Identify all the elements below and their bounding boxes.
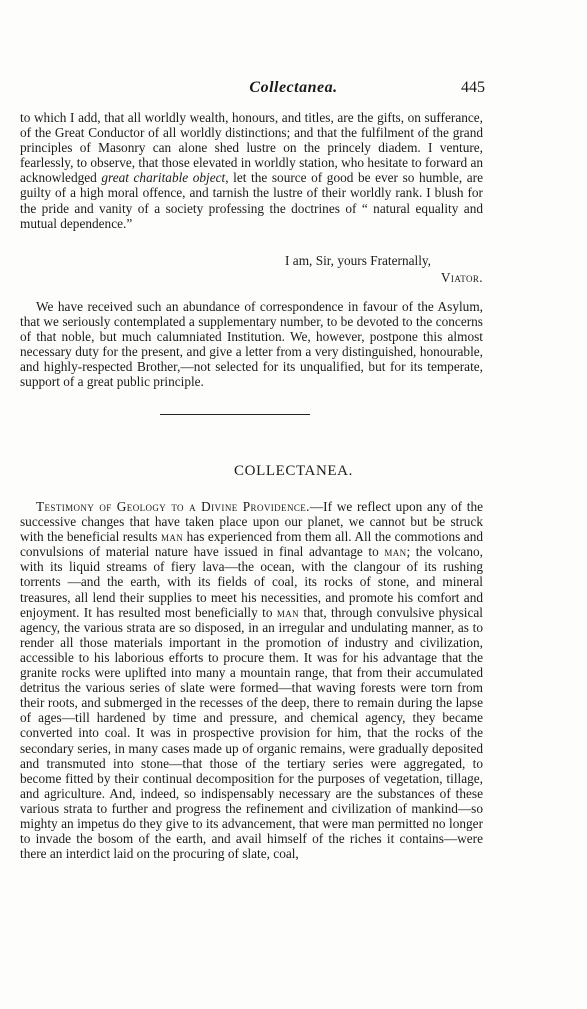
paragraph-text-2: has experienced from them all. All the commotions and convulsions of material nature have issued in final advantage to bbox=[20, 529, 483, 560]
letter-closing: I am, Sir, yours Fraternally, bbox=[285, 253, 431, 268]
paragraph-text-3: ; the volcano, with its liquid streams of fiery lava—the ocean, with the clangour of its rushing torrents —and the earth, with its fields of coal, its rocks of stone, and mineral treasures, all lend their supplies to meet his necessities, and promote his comfort and enjoyment. It has resulted most beneficially to bbox=[20, 544, 483, 620]
editorial-note: We have received such an abundance of correspondence in favour of the Asylum, that we seriously contemplated a supplementary number, to be devoted to the concerns of that noble, but much calumniated Institution. We, however, postpone this almost necessary duty for the present, and give a letter from a very distinguished, honourable, and highly-respected Brother,—not selected for its unqualified, but for its temperate, support of a great public principle. bbox=[20, 299, 483, 390]
section-divider bbox=[160, 414, 310, 415]
signature-text: Viator. bbox=[440, 270, 483, 285]
man-word-2: man bbox=[384, 544, 407, 560]
letter-continuation bbox=[20, 110, 483, 231]
page-number: 445 bbox=[461, 79, 485, 96]
paragraph-text-1: —If we reflect upon any of the successive changes that have taken place upon our planet, we cannot but be struck with the beneficial results bbox=[20, 499, 483, 545]
man-word-1: man bbox=[160, 529, 184, 545]
running-title: Collectanea. bbox=[249, 79, 338, 96]
letter-text-a: to which I add, that all worldly wealth, honours, and titles, are the gifts, on sufferance, of the Great Conductor of all worldly distinctions; and that the fulfilment of the grand principles of Masonry can alone shed lustre on the princely diadem. I venture, fearlessly, to observe, that those elevated in worldly station, who hesitate to forward an acknowledged bbox=[20, 110, 483, 186]
letter-text-b: , let the source of good be ever so humble, are guilty of a high moral offence, and tarnish the lustre of their worldly rank. I blush for the pride and vanity of a society professing the doctrines of “ natural equality and mutual dependence.” bbox=[20, 170, 483, 231]
section-title: COLLECTANEA. bbox=[234, 463, 353, 479]
letter-text-italic: great charitable object bbox=[101, 170, 226, 186]
paragraph-text-4: that, through convulsive physical agency, the various strata are so disposed, in an irregular and undulating manner, as to render all those materials important in the promotion of industry and civilization, accessible to his laborious efforts to procure them. It was for his advantage that the granite rocks were uplifted into many a mountain range, that from their accumulated detritus the various series of slate were formed—that waving forests were torn from their roots, and submerged in the recesses of the deep, there to remain during the lapse of ages—till hardened by time and pressure, and chemical agency, they became converted into coal. It was in prospective provision for him, that the rocks of the secondary series, in many cases made up of organic remains, were gradually deposited and transmuted into stone—that those of the tertiary series were aggregated, to become fitted by their continual decomposition for the purposes of vegetation, tillage, and agriculture. And, indeed, so indispensably necessary are the substances of these various strata to further and progress the refinement and civilization of mankind—so mighty an impetus do they give to its advancement, that were man permitted no longer to invade the bosom of the earth, and avail himself of the riches it contains—were there an interdict laid on the procuring of slate, coal, bbox=[20, 604, 483, 862]
man-word-3: man bbox=[276, 604, 300, 620]
lead-heading: Testimony of Geology to a Divine Providence. bbox=[36, 499, 310, 514]
letter-signature bbox=[20, 270, 483, 285]
collectanea-paragraph bbox=[20, 499, 483, 861]
